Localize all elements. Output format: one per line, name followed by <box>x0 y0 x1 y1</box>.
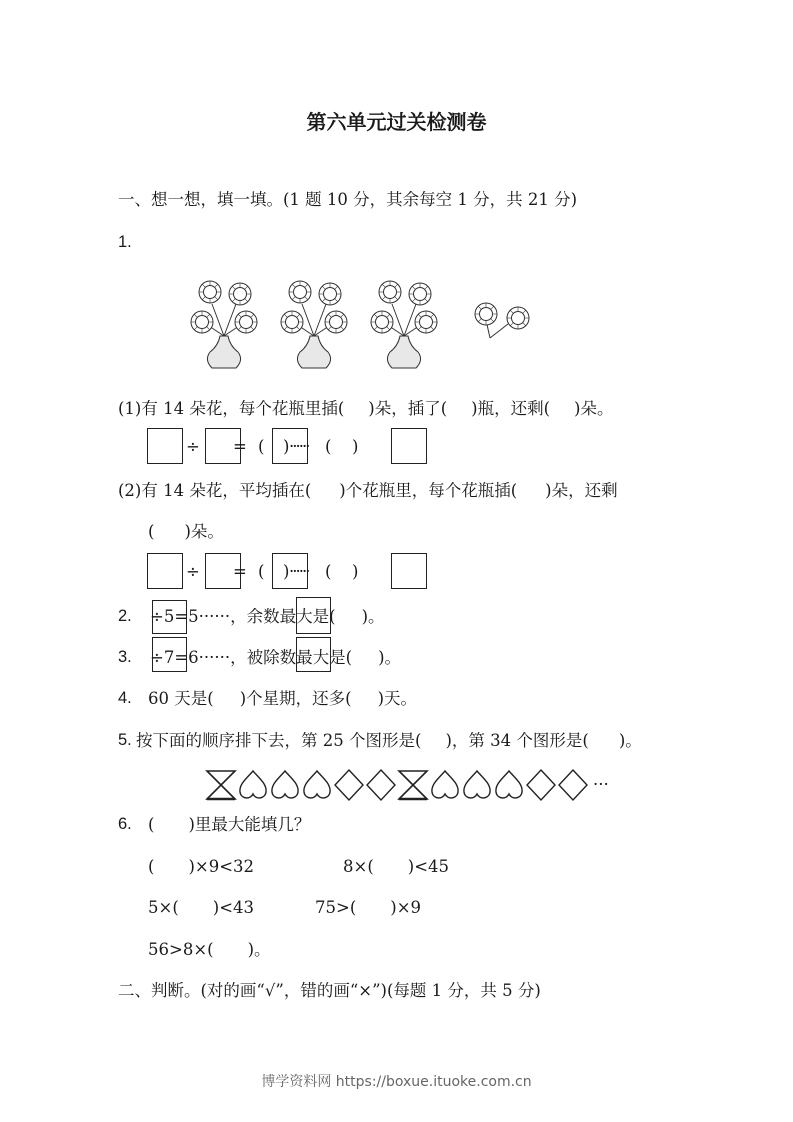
heart-shape-icon <box>301 768 333 802</box>
q1-sub1-text <box>118 399 613 419</box>
page-title: 第六单元过关检测卷 <box>306 110 487 134</box>
q6-prompt <box>148 815 310 835</box>
q6-item-part-a: ( <box>148 857 155 876</box>
q6-item-part-a: 8×( <box>343 857 374 876</box>
q5-label: 5. <box>118 731 132 749</box>
q6-item-part-b: )<45 <box>407 857 450 876</box>
heart-shape-icon <box>269 768 301 802</box>
q2-end: )。 <box>361 607 385 626</box>
q6-item-3 <box>148 898 254 918</box>
hourglass-shape-icon <box>397 768 429 802</box>
paren-close: ) <box>283 562 290 581</box>
q1-sub2-text-line2 <box>148 522 224 542</box>
equals-sign: = <box>233 437 247 456</box>
q1-sub1-part-c: )瓶，还剩( <box>471 399 551 418</box>
heart-shape-icon <box>237 768 269 802</box>
paren-open: ( <box>148 815 155 834</box>
q6-item-5 <box>148 940 271 960</box>
flower-vases-image <box>190 276 550 376</box>
paren-open: ( <box>258 562 265 581</box>
answer-box-overlay <box>296 637 331 672</box>
q6-item-4 <box>315 898 421 918</box>
q6-item-1 <box>148 857 254 877</box>
answer-box[interactable] <box>147 553 183 589</box>
q6-item-part-b: )×9<32 <box>188 857 255 876</box>
heart-shape-icon <box>493 768 525 802</box>
paren-close: ) <box>352 437 359 456</box>
paren-open: ( <box>148 522 155 541</box>
q1-label: 1. <box>118 233 132 251</box>
q3-label: 3. <box>118 648 132 666</box>
answer-box[interactable] <box>147 428 183 464</box>
section1-heading: 一、想一想，填一填。(1 题 10 分，其余每空 1 分，共 21 分) <box>118 190 578 209</box>
heart-shape-icon <box>429 768 461 802</box>
q5-text <box>136 731 642 751</box>
q1-sub2-text <box>118 481 618 501</box>
q4-part-b: )个星期，还多( <box>239 689 352 708</box>
q2-text <box>150 607 385 627</box>
q3-expression: ÷7=6······，被除数最大是( <box>150 648 353 667</box>
paren-close: ) <box>352 562 359 581</box>
paren-open: ( <box>325 437 332 456</box>
q6-item-part-b: )。 <box>247 940 271 959</box>
section2-heading: 二、判断。(对的画“√”，错的画“×”)(每题 1 分，共 5 分) <box>118 981 541 1000</box>
q4-text <box>148 689 417 709</box>
equals-sign: = <box>233 562 247 581</box>
diamond-shape-icon <box>365 768 397 802</box>
divide-sign: ÷ <box>186 562 200 581</box>
diamond-shape-icon <box>525 768 557 802</box>
q4-label: 4. <box>118 689 132 707</box>
q1-sub2-part-a: (2)有 14 朵花，平均插在( <box>118 481 312 500</box>
heart-shape-icon <box>461 768 493 802</box>
q5-part-a: 按下面的顺序排下去，第 25 个图形是( <box>136 731 422 750</box>
diamond-shape-icon <box>557 768 589 802</box>
remainder-dots: ······ <box>289 437 309 456</box>
q1-sub1-part-b: )朵，插了( <box>368 399 448 418</box>
footer-watermark: 博学资料网 https://boxue.ituoke.com.cn <box>261 1074 532 1090</box>
q5-part-c: )。 <box>618 731 642 750</box>
answer-box[interactable] <box>391 428 427 464</box>
q2-expression: ÷5=5······，余数最大是( <box>150 607 336 626</box>
q6-item-part-b: )<43 <box>212 898 255 917</box>
ellipsis: ··· <box>593 775 609 794</box>
q6-item-part-a: 75>( <box>315 898 357 917</box>
answer-box[interactable] <box>391 553 427 589</box>
q6-item-part-b: )×9 <box>390 898 422 917</box>
q5-part-b: )，第 34 个图形是( <box>445 731 589 750</box>
q2-label: 2. <box>118 607 132 625</box>
answer-box-overlay <box>296 597 331 634</box>
divide-sign: ÷ <box>186 437 200 456</box>
q1-sub2-part-b: )个花瓶里，每个花瓶插( <box>339 481 518 500</box>
q1-sub1-part-d: )朵。 <box>574 399 614 418</box>
shape-sequence <box>205 768 609 802</box>
q4-part-a: 60 天是( <box>148 689 214 708</box>
q3-text <box>150 648 401 668</box>
q6-prompt-text: )里最大能填几？ <box>188 815 311 834</box>
q6-item-part-a: 5×( <box>148 898 179 917</box>
q1-sub2-part-d: )朵。 <box>184 522 224 541</box>
q1-sub1-part-a: (1)有 14 朵花，每个花瓶里插( <box>118 399 345 418</box>
paren-open: ( <box>325 562 332 581</box>
q6-item-2 <box>343 857 449 877</box>
q4-part-c: )天。 <box>377 689 417 708</box>
paren-open: ( <box>258 437 265 456</box>
q6-item-part-a: 56>8×( <box>148 940 214 959</box>
remainder-dots: ······ <box>289 562 309 581</box>
hourglass-shape-icon <box>205 768 237 802</box>
q6-label: 6. <box>118 815 132 833</box>
q1-sub2-part-c: )朵，还剩 <box>545 481 618 500</box>
q3-end: )。 <box>378 648 401 667</box>
diamond-shape-icon <box>333 768 365 802</box>
paren-close: ) <box>283 437 290 456</box>
